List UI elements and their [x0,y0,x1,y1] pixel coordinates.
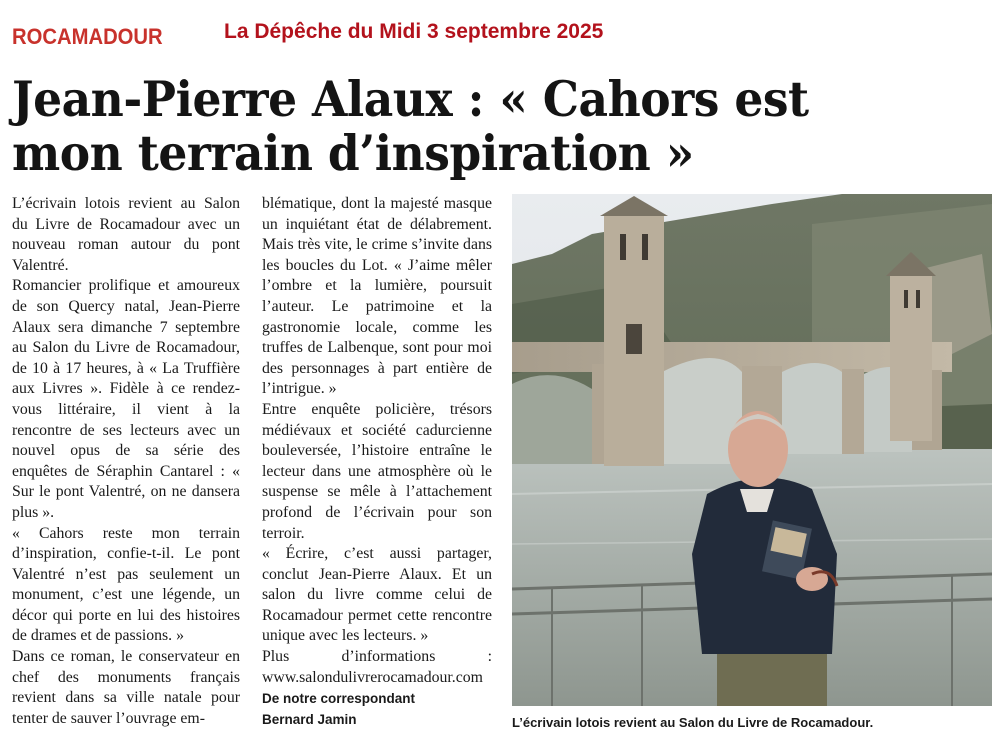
article-photo [512,194,992,706]
article-info-line: Plus d’informations : www.salondulivrerocamadour.com [262,648,492,686]
article-column-2 [262,194,492,730]
article-headline: Jean-Pierre Alaux : « Cahors est mon terrain d’inspiration » [12,70,809,182]
article-paragraph: « Écrire, c’est aussi partager, conclut Jean-Pierre Alaux. Et un salon du livre comme celui de Rocamadour permet cette rencontre unique avec les lecteurs. » [262,545,492,645]
newspaper-source: La Dépêche du Midi 3 septembre 2025 [224,20,604,43]
byline-intro: De notre correspondant [262,691,416,707]
article-paragraph: « Cahors reste mon terrain d’inspiration, confie-t-il. Le pont Valentré n’est pas seulement un monument, c’est une légende, un décor qui porte en lui des histoires de drames et de passions. » [12,524,240,645]
article-paragraph: Entre enquête policière, trésors médiévaux et société cadurcienne bouleversée, l’histoire entraîne le lecteur dans une atmosphère où le suspense se mêle à l’attachement profond de l’écrivain pour son terroir. [262,400,492,542]
article-paragraph: Romancier prolifique et amoureux de son Quercy natal, Jean-Pierre Alaux sera dimanche 7 septembre au Salon du Livre de Rocamadour, de 10 à 17 heures, à « La Truffière aux Livres ». Fidèle à ce rendez-vous littéraire, il vient à la rencontre de ses lecteurs avec un nouvel opus de sa série des enquêtes de Séraphin Cantarel : « Sur le pont Valentré, on ne dansera plus ». [12,277,240,521]
article-column-1 [12,194,240,729]
section-rubric: ROCAMADOUR [12,24,163,49]
clipped-text-strip [14,0,834,10]
article-lead: L’écrivain lotois revient au Salon du Livre de Rocamadour avec un nouveau roman autour du pont Valentré. [12,195,240,274]
photo-caption: L’écrivain lotois revient au Salon du Livre de Rocamadour. [512,715,874,730]
article-paragraph: Dans ce roman, le conservateur en chef des monuments français revient dans sa ville natale pour tenter de sauver l’ouvrage em- [12,648,240,727]
article-paragraph: blématique, dont la majesté masque un inquiétant état de délabrement. Mais très vite, le crime s’invite dans les boucles du Lot. « J’aime mêler l’ombre et la lumière, poursuit l’auteur. Le patrimoine et la gastronomie locale, comme les truffes de Lalbenque, sont pour moi des personnages à part entière de l’intrigue. » [262,195,492,398]
byline-name: Bernard Jamin [262,712,357,728]
pont-valentre-photo-icon [512,194,992,706]
